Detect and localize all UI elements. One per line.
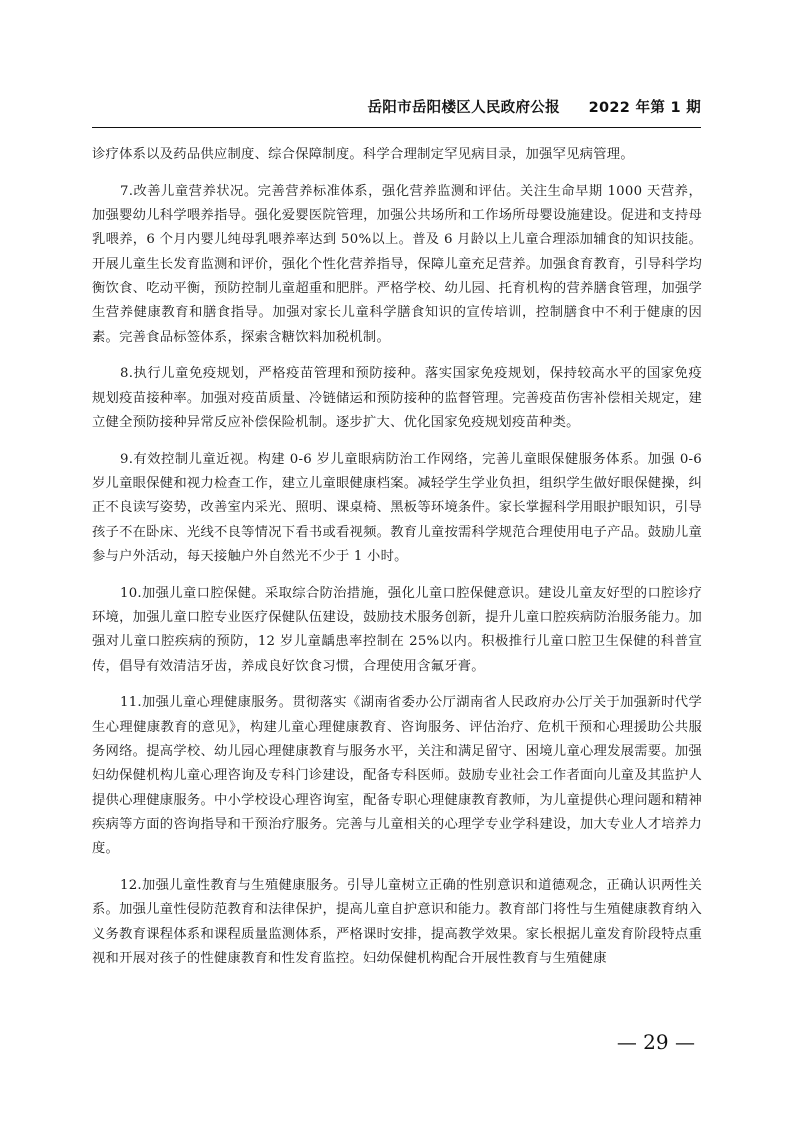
paragraph-item-10: 10.加强儿童口腔保健。采取综合防治措施，强化儿童口腔保健意识。建设儿童友好型的口腔诊疗环境，加强儿童口腔专业医疗保健队伍建设，鼓励技术服务创新，提升儿童口腔疾病防治服务能力。加强对儿童口腔疾病的预防，12 岁儿童龋患率控制在 25%以内。积极推行儿童口腔卫生保健的科普宣传，倡导有效清洁牙齿，养成良好饮食习惯，合理使用含氟牙膏。 xyxy=(92,585,702,674)
running-header xyxy=(92,96,701,126)
header-rule xyxy=(92,127,701,128)
body-text xyxy=(92,143,702,971)
gazette-title: 岳阳市岳阳楼区人民政府公报 xyxy=(367,100,560,116)
paragraph-item-12: 12.加强儿童性教育与生殖健康服务。引导儿童树立正确的性别意识和道德观念，正确认识两性关系。加强儿童性侵防范教育和法律保护，提高儿童自护意识和能力。教育部门将性与生殖健康教育纳入义务教育课程体系和课程质量监测体系，严格课时安排，提高教学效果。家长根据儿童发育阶段特点重视和开展对孩子的性健康教育和性发育监控。妇幼保健机构配合开展性教育与生殖健康 xyxy=(92,878,702,966)
paragraph-continuation: 诊疗体系以及药品供应制度、综合保障制度。科学合理制定罕见病目录，加强罕见病管理。 xyxy=(92,147,634,162)
paragraph-item-7: 7.改善儿童营养状况。完善营养标准体系，强化营养监测和评估。关注生命早期 1000 天营养，加强婴幼儿科学喂养指导。强化爱婴医院管理，加强公共场所和工作场所母婴设施建设。促进和支持母乳喂养，6 个月内婴儿纯母乳喂养率达到 50%以上。普及 6 月龄以上儿童合理添加辅食的知识技能。开展儿童生长发育监测和评价，强化个性化营养指导，保障儿童充足营养。加强食育教育，引导科学均衡饮食、吃动平衡，预防控制儿童超重和肥胖。严格学校、幼儿园、托育机构的营养膳食管理，加强学生营养健康教育和膳食指导。加强对家长儿童科学膳食知识的宣传培训，控制膳食中不利于健康的因素。完善食品标签体系，探索含糖饮料加税机制。 xyxy=(92,183,702,345)
page-number: — 29 — xyxy=(616,1030,695,1054)
paragraph-item-11: 11.加强儿童心理健康服务。贯彻落实《湖南省委办公厅湖南省人民政府办公厅关于加强新时代学生心理健康教育的意见》，构建儿童心理健康教育、咨询服务、评估治疗、危机干预和心理援助公共服务网络。提高学校、幼儿园心理健康教育与服务水平，关注和满足留守、困境儿童心理发展需要。加强妇幼保健机构儿童心理咨询及专科门诊建设，配备专科医师。鼓励专业社会工作者面向儿童及其监护人提供心理健康服务。中小学校设心理咨询室，配备专职心理健康教育教师，为儿童提供心理问题和精神疾病等方面的咨询指导和干预治疗服务。完善与儿童相关的心理学专业学科建设，加大专业人才培养力度。 xyxy=(92,695,702,857)
paragraph-item-9: 9.有效控制儿童近视。构建 0-6 岁儿童眼病防治工作网络，完善儿童眼保健服务体系。加强 0-6 岁儿童眼保健和视力检查工作，建立儿童眼健康档案。减轻学生学业负担，组织学生做好眼保健操，纠正不良读写姿势，改善室内采光、照明、课桌椅、黑板等环境条件。家长掌握科学用眼护眼知识，引导孩子不在卧床、光线不良等情况下看书或看视频。教育儿童按需科学规范合理使用电子产品。鼓励儿童参与户外活动，每天接触户外自然光不少于 1 小时。 xyxy=(92,451,702,564)
paragraph-item-8: 8.执行儿童免疫规划，严格疫苗管理和预防接种。落实国家免疫规划，保持较高水平的国家免疫规划疫苗接种率。加强对疫苗质量、冷链储运和预防接种的监督管理。完善疫苗伤害补偿相关规定，建立健全预防接种异常反应补偿保险机制。逐步扩大、优化国家免疫规划疫苗种类。 xyxy=(92,366,702,430)
issue-number: 2022 年第 1 期 xyxy=(588,100,701,116)
